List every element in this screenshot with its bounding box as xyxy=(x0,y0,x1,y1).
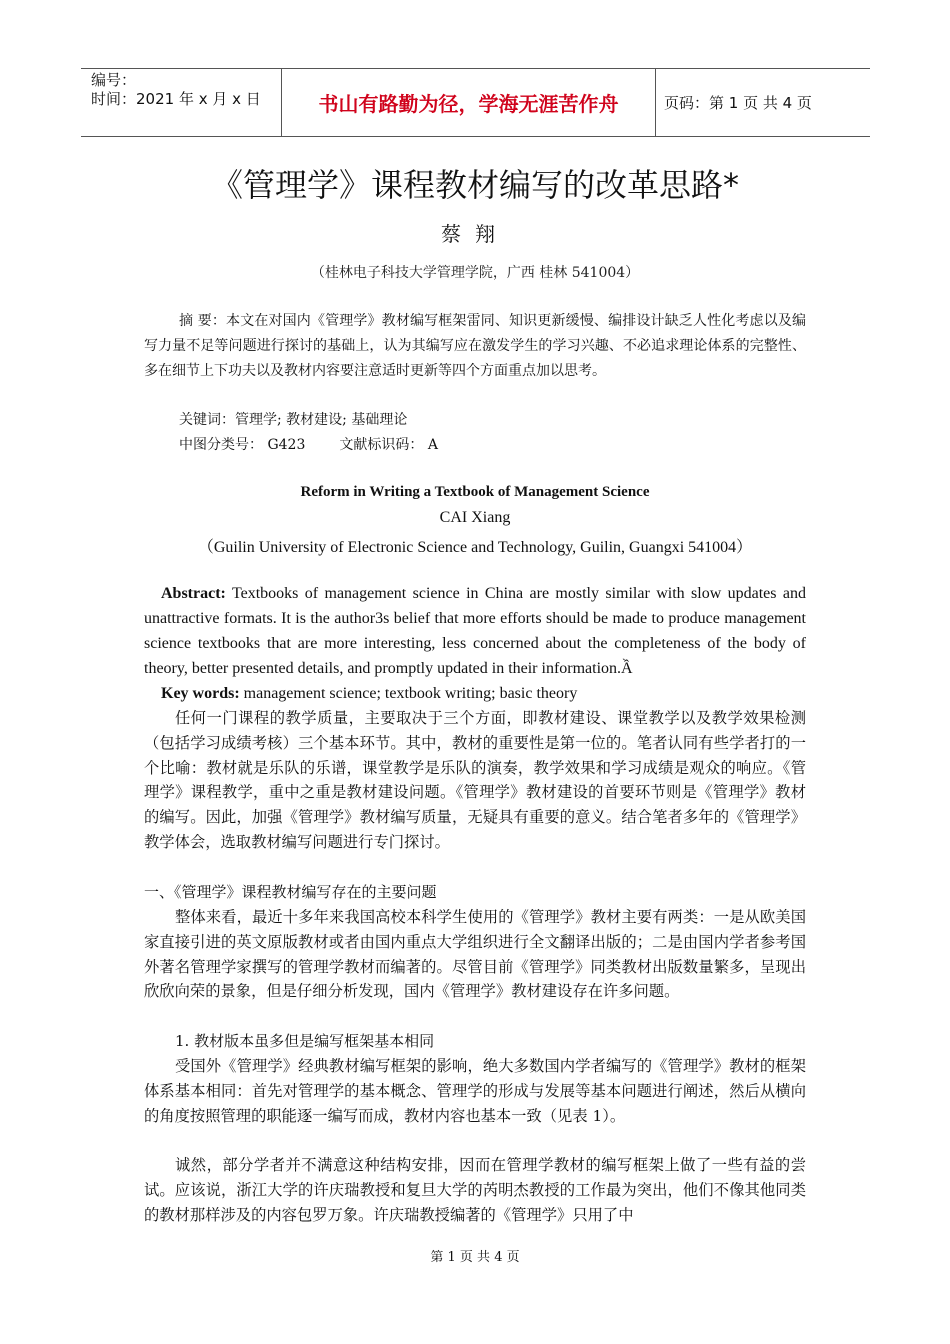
abstract-cn xyxy=(144,309,806,384)
clc-label: 中图分类号： xyxy=(179,437,263,453)
header-page-info: 页码：第 1 页 共 4 页 xyxy=(664,94,812,112)
english-author: CAI Xiang xyxy=(439,509,511,526)
abstract-cn-text: 本文在对国内《管理学》教材编写框架雷同、知识更新缓慢、编排设计缺乏人性化考虑以及编写力量不足等问题进行探讨的基础上，认为其编写应在激发学生的学习兴趣、不必追求理论体系的完整性、多在细节上下功夫以及教材内容要注意适时更新等四个方面重点加以思考。 xyxy=(144,313,806,379)
keywords-cn xyxy=(144,408,806,433)
abstract-en xyxy=(144,581,806,681)
page-header xyxy=(81,68,870,137)
body-paragraph-1: 任何一门课程的教学质量，主要取决于三个方面，即教材建设、课堂教学以及教学效果检测（包括学习成绩考核）三个基本环节。其中，教材的重要性是第一位的。笔者认同有些学者打的一个比喻：教材就是乐队的乐谱，课堂教学是乐队的演奏，教学效果和学习成绩是观众的响应。《管理学》课程教学，重中之重是教材建设问题。《管理学》教材建设的首要环节则是《管理学》教材的编写。因此，加强《管理学》教材编写质量，无疑具有重要的意义。结合笔者多年的《管理学》教学体会，选取教材编写问题进行专门探讨。 xyxy=(144,709,806,851)
author-affiliation: （桂林电子科技大学管理学院，广西 桂林 541004） xyxy=(310,265,640,281)
page-footer: 第 1 页 共 4 页 xyxy=(430,1250,520,1265)
abstract-en-text: Textbooks of management science in China are mostly similar with slow updates and unattractive formats. It is the author3s belief that more efforts should be made to produce management science textbooks that are more interesting, less concerned about the completeness of the body of theory, better presented details, and promptly updated in their information.Ầ xyxy=(144,585,806,677)
time-label: 时间：2021 年 x 月 x 日 xyxy=(91,90,261,108)
english-title: Reform in Writing a Textbook of Management Science xyxy=(300,484,650,500)
number-label: 编号： xyxy=(91,71,137,89)
keywords-en-text: management science; textbook writing; basic theory xyxy=(239,685,578,702)
abstract-en-label: Abstract: xyxy=(161,585,226,602)
header-motto: 书山有路勤为径，学海无涯苦作舟 xyxy=(281,69,656,136)
keywords-cn-label: 关键词： xyxy=(179,412,235,428)
english-affiliation: （Guilin University of Electronic Science and Technology, Guilin, Guangxi 541004） xyxy=(197,539,753,556)
section-heading-1: 一、《管理学》课程教材编写存在的主要问题 xyxy=(144,883,437,901)
keywords-en xyxy=(144,681,806,706)
paper-title: 《管理学》课程教材编写的改革思路* xyxy=(210,166,739,204)
body-paragraph-2: 整体来看，最近十多年来我国高校本科学生使用的《管理学》教材主要有两类：一是从欧美国家直接引进的英文原版教材或者由国内重点大学组织进行全文翻译出版的；二是由国内学者参考国外著名管理学家撰写的管理学教材而编著的。尽管目前《管理学》同类教材出版数量繁多，呈现出欣欣向荣的景象，但是仔细分析发现，国内《管理学》教材建设存在许多问题。 xyxy=(144,908,806,1001)
author-name: 蔡翔 xyxy=(441,222,509,246)
doc-code-value: A xyxy=(427,437,438,453)
clc-value: G423 xyxy=(267,437,306,453)
doc-code-label: 文献标识码： xyxy=(339,437,424,453)
body-paragraph-3: 受国外《管理学》经典教材编写框架的影响，绝大多数国内学者编写的《管理学》教材的框架体系基本相同：首先对管理学的基本概念、管理学的形成与发展等基本问题进行阐述，然后从横向的角度按照管理的职能逐一编写而成，教材内容也基本一致（见表 1）。 xyxy=(144,1057,806,1125)
classification-line xyxy=(144,433,806,458)
body-paragraph-4: 诚然，部分学者并不满意这种结构安排，因而在管理学教材的编写框架上做了一些有益的尝试。应该说，浙江大学的许庆瑞教授和复旦大学的芮明杰教授的工作最为突出，他们不像其他同类的教材那样涉及的内容包罗万象。许庆瑞教授编著的《管理学》只用了中 xyxy=(144,1156,806,1224)
header-meta xyxy=(81,69,281,136)
keywords-en-label: Key words: xyxy=(161,685,240,702)
keywords-cn-text: 管理学; 教材建设; 基础理论 xyxy=(235,412,408,428)
subsection-heading-1: 1. 教材版本虽多但是编写框架基本相同 xyxy=(175,1032,435,1050)
abstract-cn-label: 摘 要： xyxy=(179,313,227,329)
